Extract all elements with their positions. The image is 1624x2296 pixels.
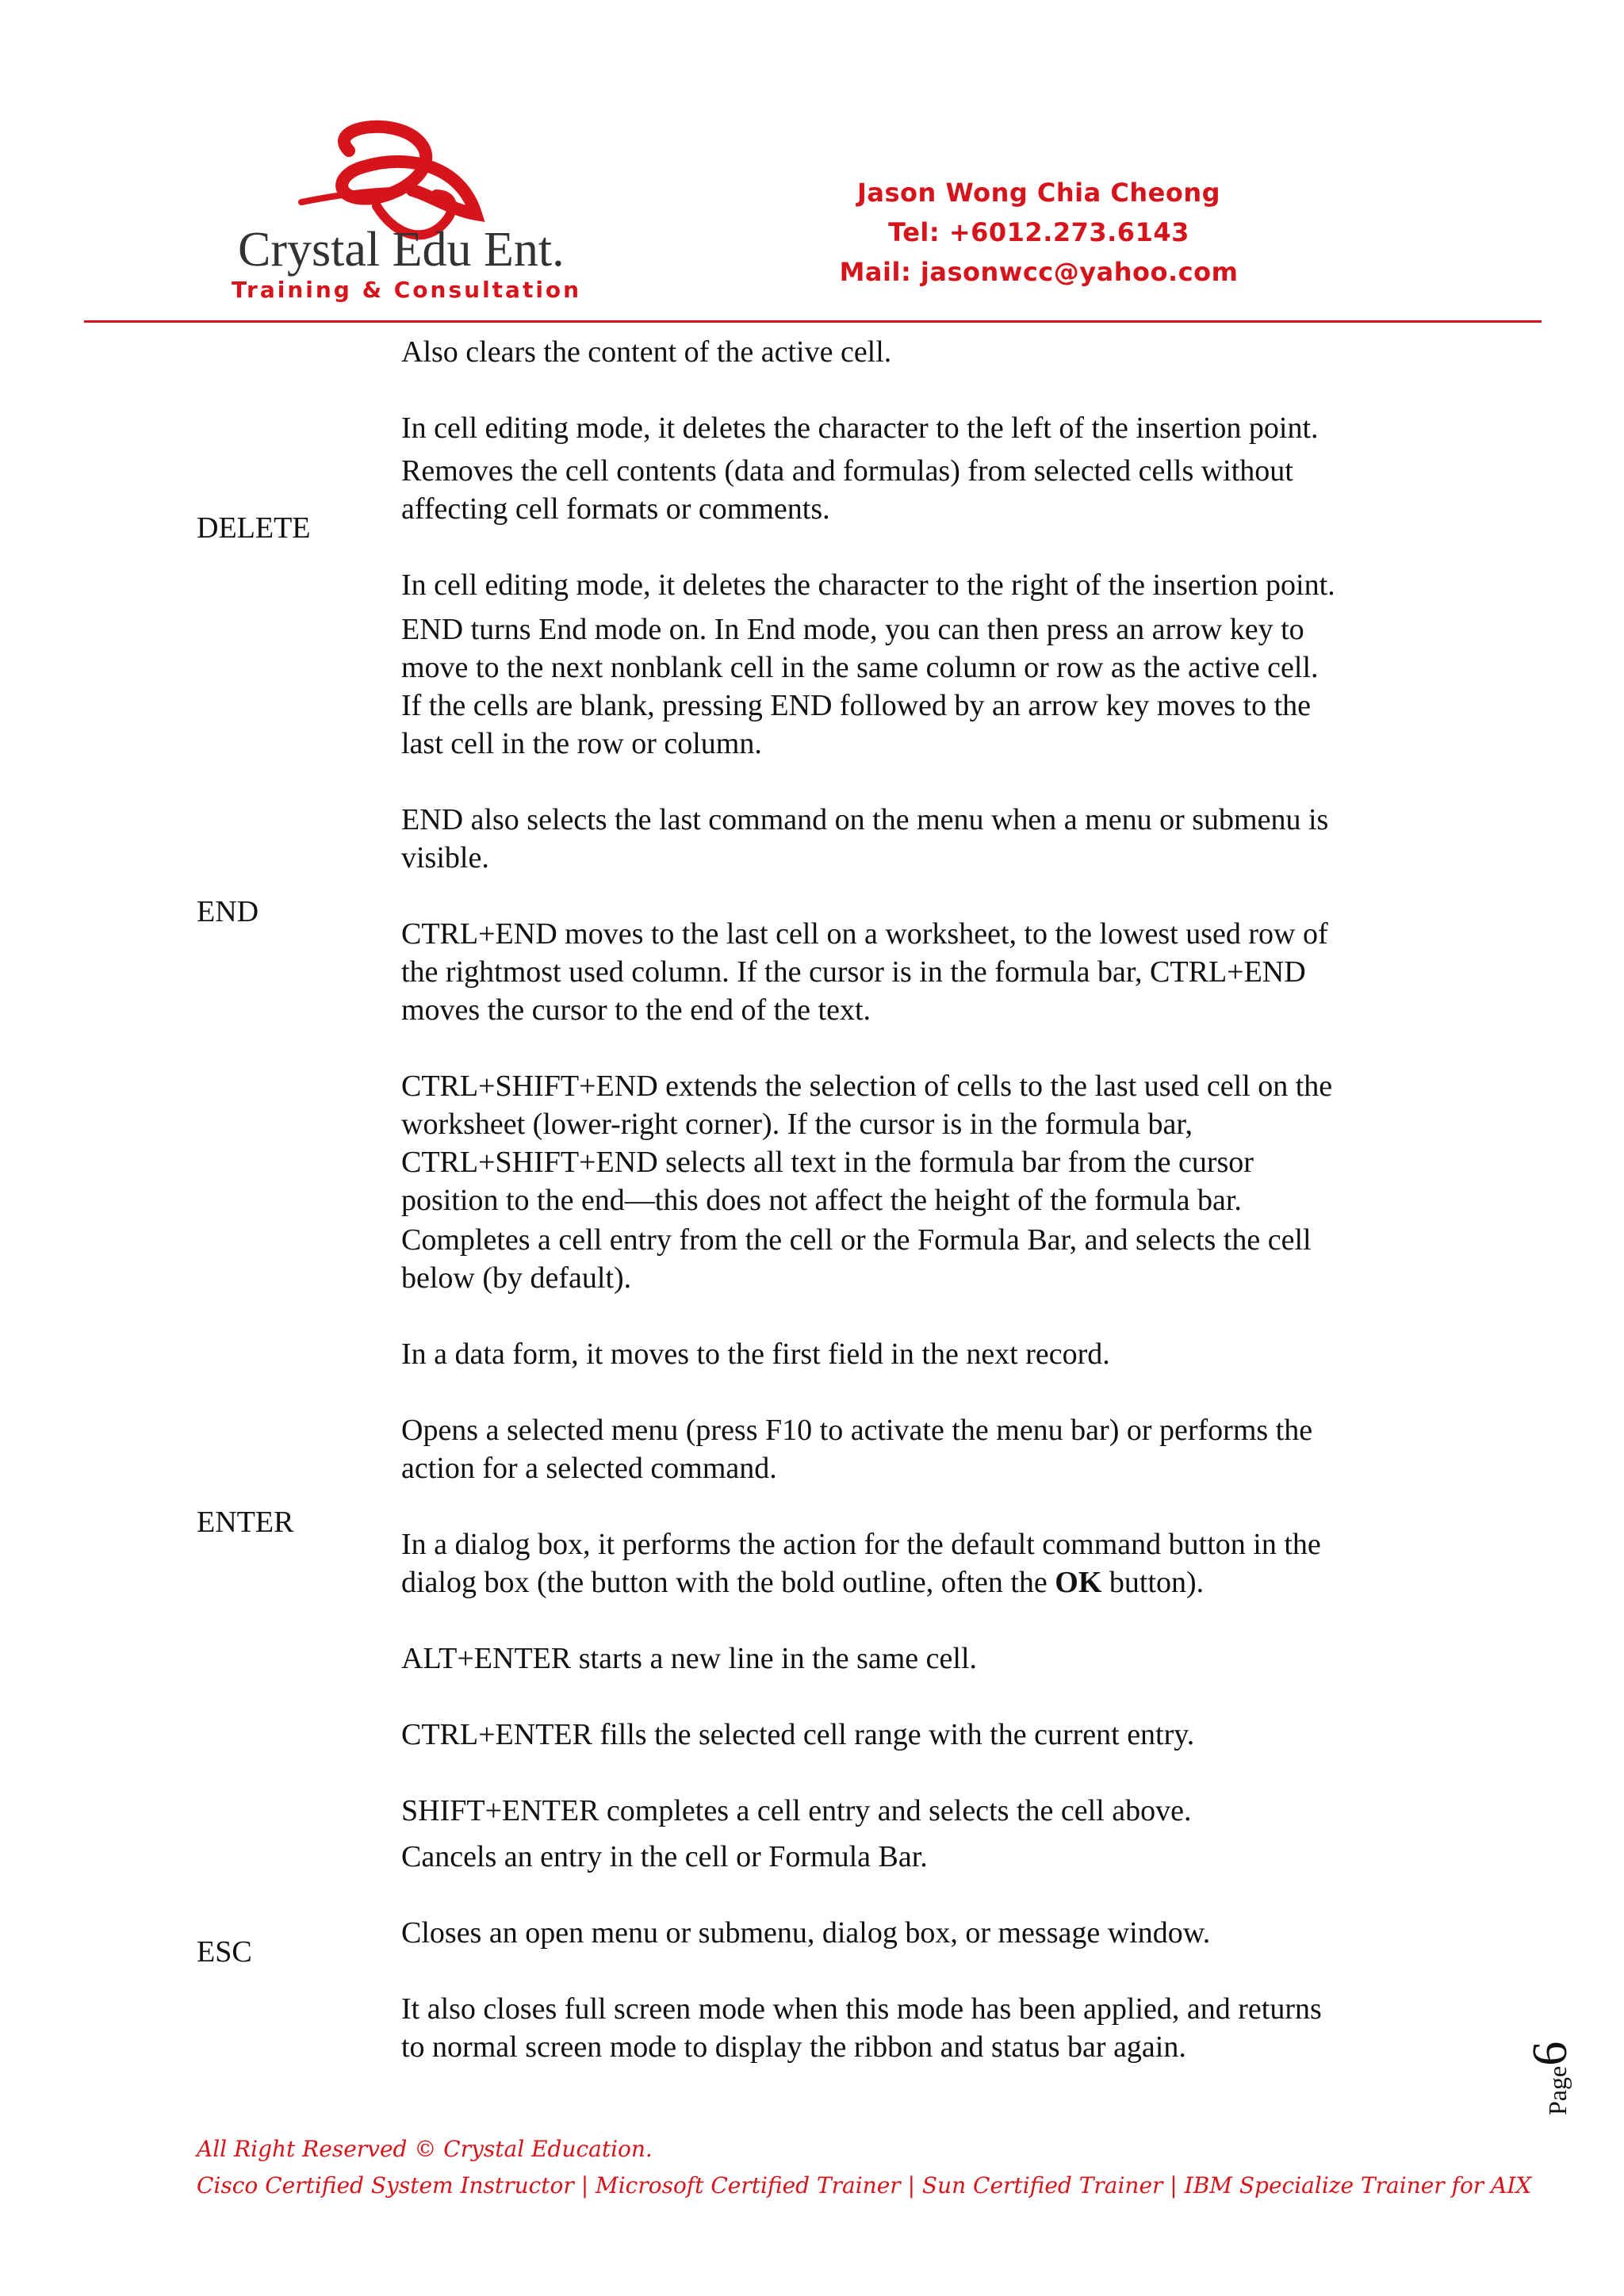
crystal-edu-logo-mark	[214, 119, 611, 309]
description-paragraph: Completes a cell entry from the cell or the Formula Bar, and selects the cell below (by default).	[401, 1223, 1312, 1295]
shortcut-description	[401, 1838, 1432, 2066]
description-paragraph: END also selects the last command on the menu when a menu or submenu is visible.	[401, 803, 1329, 874]
description-paragraph: Opens a selected menu (press F10 to activate the menu bar) or performs the action for a selected command.	[401, 1414, 1313, 1485]
description-paragraph: In cell editing mode, it deletes the character to the right of the insertion point.	[401, 568, 1335, 602]
contact-mail[interactable]: Mail: jasonwcc@yahoo.com	[839, 257, 1239, 287]
logo-company-name: Crystal Edu Ent.	[238, 223, 565, 277]
footer-copyright: All Right Reserved © Crystal Education.	[197, 2136, 653, 2162]
shortcut-description	[401, 1221, 1432, 1830]
shortcut-key: DELETE	[197, 511, 311, 545]
footer	[197, 2131, 1545, 2204]
description-paragraph: In a data form, it moves to the first field in the next record.	[401, 1337, 1110, 1371]
description-paragraph: CTRL+ENTER fills the selected cell range with the current entry.	[401, 1718, 1195, 1751]
description-text: button).	[1101, 1566, 1205, 1599]
description-paragraph: END turns End mode on. In End mode, you can then press an arrow key to move to the next nonblank cell in the same column or row as the active cell. If the cells are blank, pressing END followed by an arrow key moves to the last cell in the row or column.	[401, 613, 1319, 760]
header-divider	[84, 320, 1542, 323]
description-paragraph: Also clears the content of the active cell.	[401, 335, 892, 369]
contact-name: Jason Wong Chia Cheong	[856, 178, 1221, 208]
shortcut-key: ENTER	[197, 1506, 294, 1539]
shortcut-description	[401, 452, 1432, 604]
footer-certifications: Cisco Certified System Instructor | Microsoft Certified Trainer | Sun Certified Trainer | IBM Specialize Trainer for AIX	[197, 2172, 1532, 2198]
page-number-label	[1507, 2004, 1578, 2115]
shortcut-description	[401, 610, 1432, 1219]
description-paragraph: SHIFT+ENTER completes a cell entry and selects the cell above.	[401, 1794, 1192, 1827]
description-paragraph: It also closes full screen mode when this mode has been applied, and returns to normal screen mode to display the ribbon and status bar again.	[401, 1992, 1322, 2064]
company-logo	[214, 119, 611, 309]
ok-button-reference: OK	[1055, 1566, 1102, 1599]
page-word: Page	[1543, 2065, 1572, 2115]
shortcut-key: ESC	[197, 1935, 252, 1969]
description-paragraph: CTRL+SHIFT+END extends the selection of cells to the last used cell on the worksheet (lower-right corner). If the cursor is in the formula bar, CTRL+SHIFT+END selects all text in the formula bar from the cursor position to the end—this does not affect the height of the formula bar.	[401, 1070, 1333, 1217]
contact-tel: Tel: +6012.273.6143	[888, 217, 1189, 247]
contact-block	[730, 173, 1348, 292]
page-number: 6	[1523, 2041, 1577, 2066]
description-paragraph: In cell editing mode, it deletes the character to the left of the insertion point.	[401, 411, 1319, 445]
description-paragraph: Removes the cell contents (data and formulas) from selected cells without affecting cell formats or comments.	[401, 454, 1293, 526]
shortcut-description	[401, 333, 1432, 447]
description-text: In a dialog box, it performs the action for the default command button in the dialog box (the button with the bold outline, often the	[401, 1528, 1321, 1599]
description-paragraph	[401, 1525, 1432, 1601]
description-paragraph: CTRL+END moves to the last cell on a worksheet, to the lowest used row of the rightmost used column. If the cursor is in the formula bar, CTRL+END moves the cursor to the end of the text.	[401, 917, 1328, 1027]
description-paragraph: Cancels an entry in the cell or Formula Bar.	[401, 1840, 928, 1873]
shortcut-key: END	[197, 895, 259, 928]
description-paragraph: ALT+ENTER starts a new line in the same cell.	[401, 1642, 978, 1675]
description-paragraph: Closes an open menu or submenu, dialog box, or message window.	[401, 1916, 1211, 1950]
logo-tagline: Training & Consultation	[232, 277, 582, 303]
